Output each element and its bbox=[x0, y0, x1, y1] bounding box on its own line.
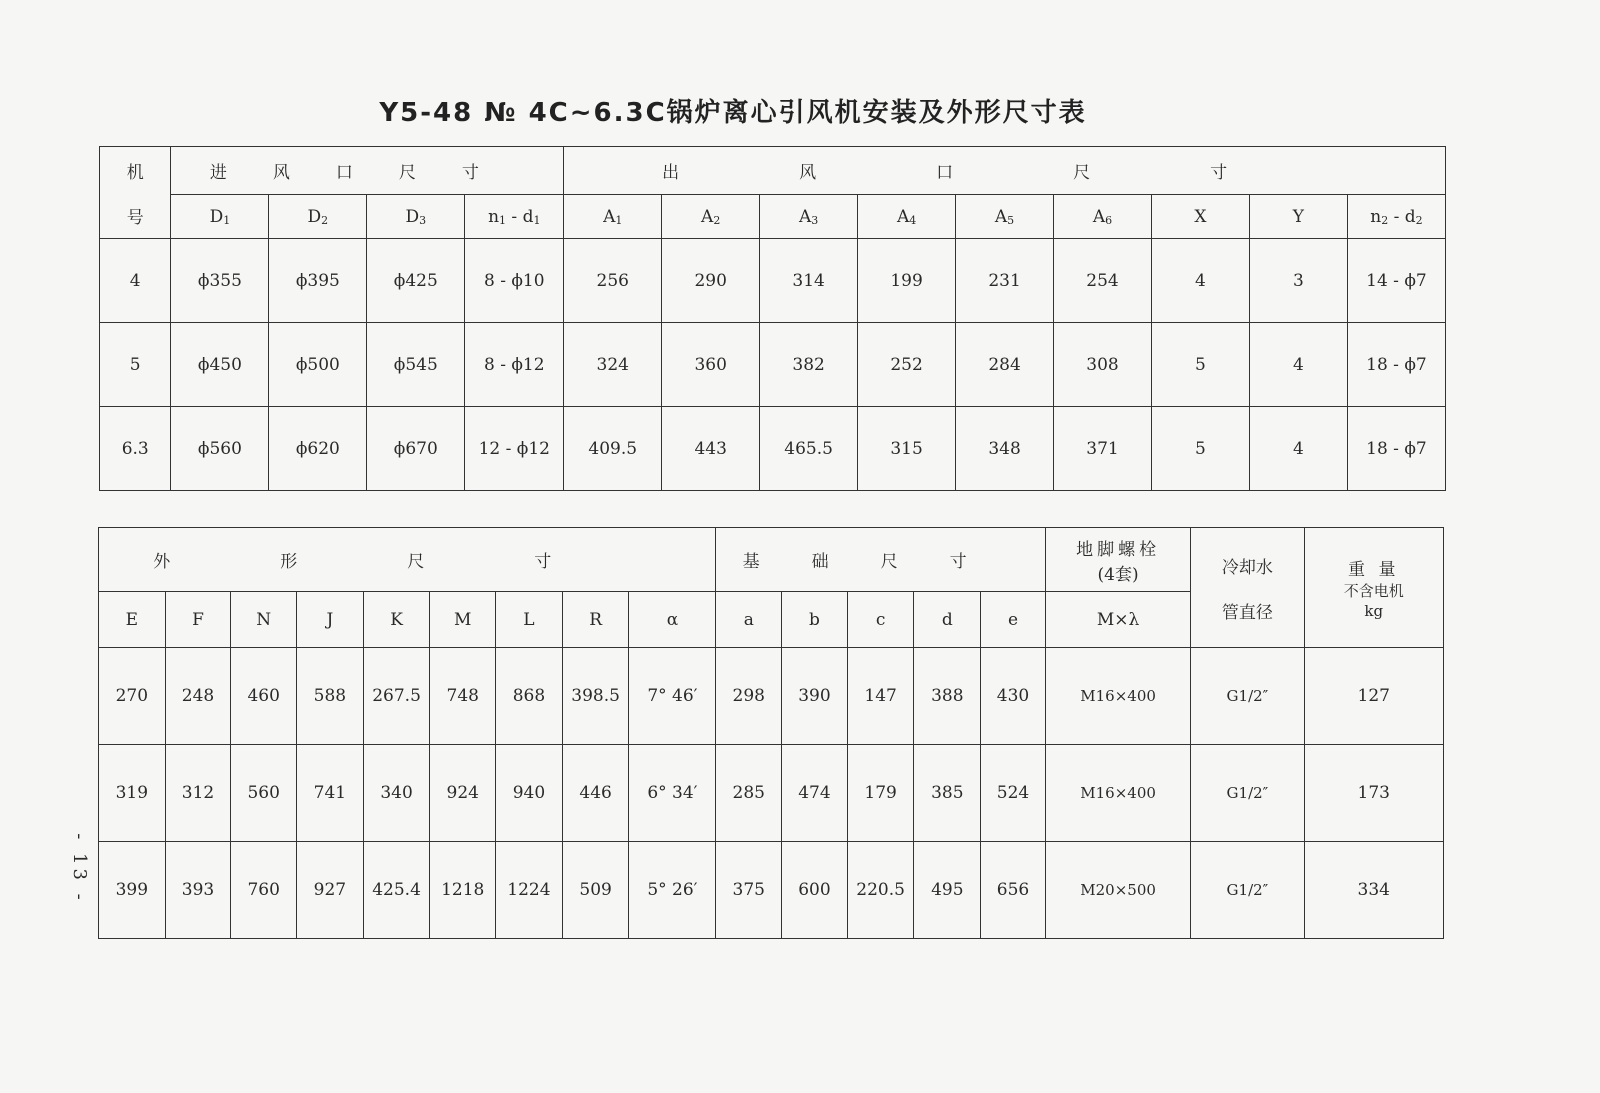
table-cell: 252 bbox=[858, 323, 956, 407]
subheader-cell: Y bbox=[1249, 195, 1347, 239]
table-cell: ϕ425 bbox=[367, 239, 465, 323]
weight-header bbox=[1304, 528, 1444, 648]
weight-note: 不含电机 bbox=[1343, 581, 1404, 600]
subheader-cell: a bbox=[716, 592, 782, 648]
table-cell: 147 bbox=[847, 648, 914, 745]
table-cell: 267.5 bbox=[363, 648, 430, 745]
table-cell: 588 bbox=[297, 648, 364, 745]
table-cell: 231 bbox=[956, 239, 1054, 323]
outline-size-header: 外形尺寸 bbox=[99, 528, 716, 592]
table-cell: 315 bbox=[858, 407, 956, 491]
machine-number-header-top: 机 bbox=[126, 162, 144, 183]
table-cell: 6° 34′ bbox=[629, 745, 716, 842]
table-cell: 430 bbox=[981, 648, 1046, 745]
table-cell: 474 bbox=[782, 745, 848, 842]
table-row bbox=[99, 745, 1444, 842]
table-cell: 319 bbox=[99, 745, 166, 842]
table1-subheader-row bbox=[100, 195, 1446, 239]
subheader-cell: A2 bbox=[662, 195, 760, 239]
table-cell: 8 - ϕ12 bbox=[465, 323, 564, 407]
table-cell: M16×400 bbox=[1045, 745, 1191, 842]
table-cell: 390 bbox=[782, 648, 848, 745]
table-cell: 1224 bbox=[496, 842, 563, 939]
table-cell: 4 bbox=[1151, 239, 1249, 323]
table-cell: 8 - ϕ10 bbox=[465, 239, 564, 323]
table-cell: 495 bbox=[914, 842, 981, 939]
table-cell: 460 bbox=[231, 648, 297, 745]
subheader-cell: K bbox=[363, 592, 430, 648]
table-cell: 760 bbox=[231, 842, 297, 939]
table-cell: 868 bbox=[496, 648, 563, 745]
table-cell: ϕ620 bbox=[269, 407, 367, 491]
table-cell: 270 bbox=[99, 648, 166, 745]
table-cell: 509 bbox=[562, 842, 629, 939]
table-cell: 324 bbox=[564, 323, 662, 407]
table-cell: 382 bbox=[760, 323, 858, 407]
cooling-water-header-bottom: 管直径 bbox=[1221, 602, 1273, 623]
table-cell: 340 bbox=[363, 745, 430, 842]
subheader-cell: n2 - d2 bbox=[1347, 195, 1445, 239]
subheader-cell: A5 bbox=[956, 195, 1054, 239]
subheader-cell: e bbox=[981, 592, 1046, 648]
table-row bbox=[99, 648, 1444, 745]
table-cell: G1/2″ bbox=[1191, 842, 1304, 939]
table-cell: ϕ395 bbox=[269, 239, 367, 323]
subheader-cell: D1 bbox=[171, 195, 269, 239]
table-cell: 179 bbox=[847, 745, 914, 842]
anchor-bolt-title: 地脚螺栓 bbox=[1076, 539, 1161, 560]
page-number: - 13 - bbox=[68, 833, 90, 904]
table-cell: 18 - ϕ7 bbox=[1347, 407, 1445, 491]
anchor-bolt-header bbox=[1045, 528, 1191, 592]
table-cell: 256 bbox=[564, 239, 662, 323]
table-cell: 446 bbox=[562, 745, 629, 842]
table-row bbox=[100, 239, 1446, 323]
table-cell: 220.5 bbox=[847, 842, 914, 939]
table-cell: 927 bbox=[297, 842, 364, 939]
table-cell: 199 bbox=[858, 239, 956, 323]
anchor-bolt-count: (4套) bbox=[1097, 564, 1139, 585]
subheader-cell: b bbox=[782, 592, 848, 648]
table-cell: 3 bbox=[1249, 239, 1347, 323]
machine-number-header bbox=[100, 147, 171, 239]
table-cell: 393 bbox=[165, 842, 231, 939]
table-row bbox=[100, 323, 1446, 407]
table-cell: 173 bbox=[1304, 745, 1444, 842]
subheader-cell: A6 bbox=[1054, 195, 1152, 239]
subheader-cell: c bbox=[847, 592, 914, 648]
table-cell: 425.4 bbox=[363, 842, 430, 939]
subheader-cell: J bbox=[297, 592, 364, 648]
outlet-size-header: 出风口尺寸 bbox=[564, 147, 1446, 195]
table-cell: 375 bbox=[716, 842, 782, 939]
subheader-cell: A1 bbox=[564, 195, 662, 239]
table-cell: ϕ450 bbox=[171, 323, 269, 407]
subheader-cell: A4 bbox=[858, 195, 956, 239]
subheader-cell: D3 bbox=[367, 195, 465, 239]
table-cell: 465.5 bbox=[760, 407, 858, 491]
subheader-cell: d bbox=[914, 592, 981, 648]
table-cell: 314 bbox=[760, 239, 858, 323]
inlet-outlet-table bbox=[99, 146, 1446, 491]
table-cell: 12 - ϕ12 bbox=[465, 407, 564, 491]
subheader-cell: E bbox=[99, 592, 166, 648]
table-cell: 940 bbox=[496, 745, 563, 842]
subheader-cell: A3 bbox=[760, 195, 858, 239]
table-row bbox=[100, 407, 1446, 491]
subheader-cell: n1 - d1 bbox=[465, 195, 564, 239]
subheader-cell: R bbox=[562, 592, 629, 648]
anchor-bolt-subheader: M×λ bbox=[1045, 592, 1191, 648]
table-cell: M20×500 bbox=[1045, 842, 1191, 939]
page-title: Y5-48 № 4C~6.3C锅炉离心引风机安装及外形尺寸表 bbox=[379, 98, 1087, 128]
table-cell: 7° 46′ bbox=[629, 648, 716, 745]
table-cell: 600 bbox=[782, 842, 848, 939]
table-cell: 388 bbox=[914, 648, 981, 745]
table-cell: 748 bbox=[430, 648, 496, 745]
table-cell: 5° 26′ bbox=[629, 842, 716, 939]
subheader-cell: F bbox=[165, 592, 231, 648]
table-cell: 284 bbox=[956, 323, 1054, 407]
table-cell: 360 bbox=[662, 323, 760, 407]
table-cell: 656 bbox=[981, 842, 1046, 939]
table-cell: 5 bbox=[1151, 323, 1249, 407]
table-cell: M16×400 bbox=[1045, 648, 1191, 745]
table-cell: G1/2″ bbox=[1191, 648, 1304, 745]
subheader-cell: N bbox=[231, 592, 297, 648]
table-cell: 14 - ϕ7 bbox=[1347, 239, 1445, 323]
table-cell: 248 bbox=[165, 648, 231, 745]
table-cell: 924 bbox=[430, 745, 496, 842]
subheader-cell: α bbox=[629, 592, 716, 648]
table-cell: 312 bbox=[165, 745, 231, 842]
cooling-water-header-top: 冷却水 bbox=[1221, 557, 1273, 578]
table-row bbox=[99, 842, 1444, 939]
table-cell: ϕ500 bbox=[269, 323, 367, 407]
table-cell: 127 bbox=[1304, 648, 1444, 745]
outline-foundation-table bbox=[98, 527, 1444, 939]
table-cell: 18 - ϕ7 bbox=[1347, 323, 1445, 407]
table-cell: ϕ670 bbox=[367, 407, 465, 491]
table-cell: 4 bbox=[1249, 323, 1347, 407]
inlet-size-header: 进风口尺寸 bbox=[171, 147, 564, 195]
table-cell: 254 bbox=[1054, 239, 1152, 323]
table-cell: 443 bbox=[662, 407, 760, 491]
table-cell: 385 bbox=[914, 745, 981, 842]
table-cell: 560 bbox=[231, 745, 297, 842]
table-cell: 4 bbox=[1249, 407, 1347, 491]
table-cell: 298 bbox=[716, 648, 782, 745]
machine-number-cell: 5 bbox=[100, 323, 171, 407]
subheader-cell: X bbox=[1151, 195, 1249, 239]
base-size-header: 基础尺寸 bbox=[716, 528, 1045, 592]
table-cell: 1218 bbox=[430, 842, 496, 939]
machine-number-cell: 4 bbox=[100, 239, 171, 323]
table-cell: 334 bbox=[1304, 842, 1444, 939]
table-cell: 741 bbox=[297, 745, 364, 842]
weight-title: 重 量 bbox=[1348, 559, 1400, 580]
table-cell: 290 bbox=[662, 239, 760, 323]
table-cell: 371 bbox=[1054, 407, 1152, 491]
table-cell: 524 bbox=[981, 745, 1046, 842]
table-cell: 399 bbox=[99, 842, 166, 939]
cooling-water-header bbox=[1191, 528, 1304, 648]
subheader-cell: D2 bbox=[269, 195, 367, 239]
subheader-cell: M bbox=[430, 592, 496, 648]
machine-number-header-bottom: 号 bbox=[126, 207, 144, 228]
table-cell: ϕ355 bbox=[171, 239, 269, 323]
subheader-cell: L bbox=[496, 592, 563, 648]
machine-number-cell: 6.3 bbox=[100, 407, 171, 491]
table-cell: 348 bbox=[956, 407, 1054, 491]
table-cell: ϕ545 bbox=[367, 323, 465, 407]
table-cell: 398.5 bbox=[562, 648, 629, 745]
table-cell: 285 bbox=[716, 745, 782, 842]
weight-unit: kg bbox=[1364, 601, 1384, 620]
table-cell: 409.5 bbox=[564, 407, 662, 491]
table-cell: 308 bbox=[1054, 323, 1152, 407]
table-cell: ϕ560 bbox=[171, 407, 269, 491]
table-cell: 5 bbox=[1151, 407, 1249, 491]
table-cell: G1/2″ bbox=[1191, 745, 1304, 842]
